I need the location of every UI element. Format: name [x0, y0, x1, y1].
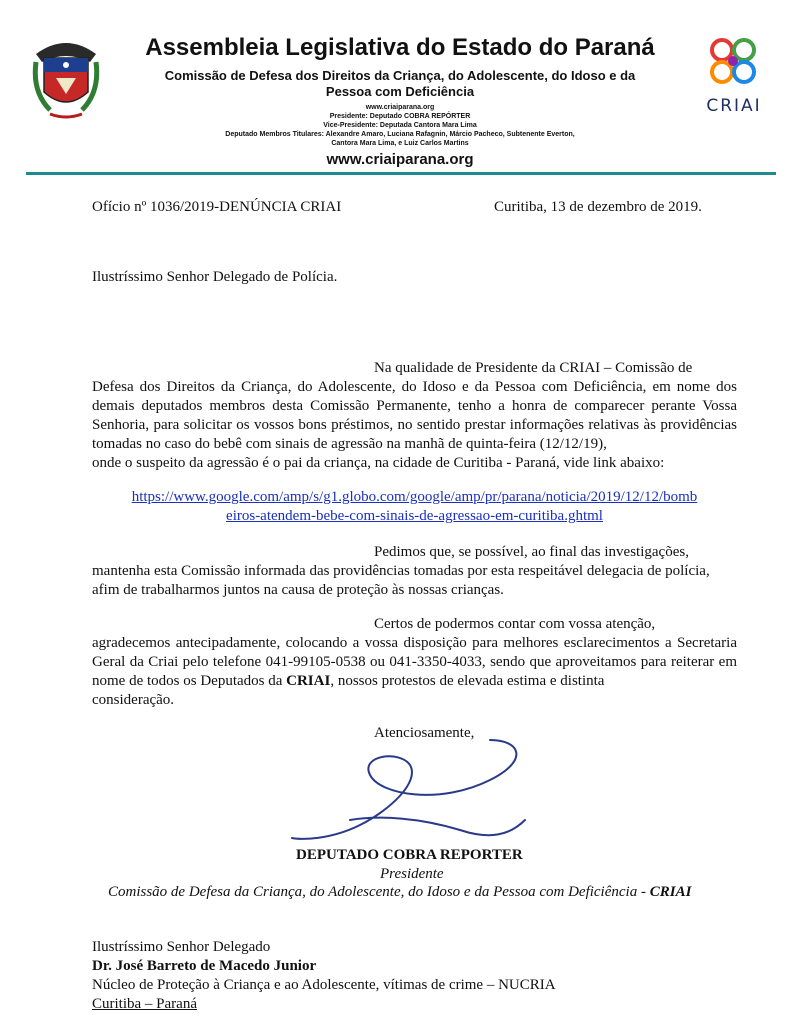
addressee-unit: Núcleo de Proteção à Criança e ao Adolescente, vítimas de crime – NUCRIA	[92, 977, 556, 993]
paragraph-1-first-line: Na qualidade de Presidente da CRIAI – Comissão de	[374, 360, 693, 376]
paragraph-2-first-line: Pedimos que, se possível, ao final das investigações,	[374, 544, 689, 560]
signer-name: DEPUTADO COBRA REPORTER	[296, 847, 523, 863]
commission-line-1: Comissão de Defesa dos Direitos da Criança, do Adolescente, do Idoso e da	[164, 68, 636, 83]
news-link-line-1[interactable]: https://www.google.com/amp/s/g1.globo.com/google/amp/pr/parana/noticia/2019/12/12/bomb	[131, 489, 698, 505]
commission-signature	[108, 883, 691, 902]
salutation: Ilustríssimo Senhor Delegado de Polícia.	[92, 269, 338, 285]
paragraph-1-body: Defesa dos Direitos da Criança, do Adolescente, do Idoso e da Pessoa com Deficiência, em nome dos demais deputados membros desta Comissão Permanente, tenho a honra de comparecer perante Vossa Senhoria, para solicitar os vossos bons préstimos, no sentido prestar informações relativas às providências tomadas no caso do bebê com sinais de agressão na manhã de quinta-feira (12/12/19),	[92, 379, 737, 452]
paragraph-3-criai: CRIAI	[286, 673, 331, 689]
paragraph-3-last-line: consideração.	[92, 692, 175, 708]
header-members-1: Deputado Membros Titulares: Alexandre Amaro, Luciana Rafagnin, Márcio Pacheco, Subtenente Everton,	[225, 131, 575, 138]
paragraph-3-first-line: Certos de podermos contar com vossa atenção,	[374, 616, 656, 632]
header-site-large: www.criaiparana.org	[326, 151, 474, 168]
paragraph-3-text: agradecemos antecipadamente, colocando a vossa disposição para melhores esclarecimentos a Secretaria Geral da Criai pelo telefone 041-99105-0538 ou 041-3350-4033, sendo que aproveitamos para reiterar em nome de todos os Deputados da	[92, 635, 737, 689]
closing: Atenciosamente,	[374, 725, 475, 741]
place-date: Curitiba, 13 de dezembro de 2019.	[494, 199, 702, 215]
commission-signature-criai: CRIAI	[649, 884, 692, 900]
paragraph-2-last-line: afim de trabalharmos juntos na causa de proteção às nossas crianças.	[92, 582, 504, 598]
criai-logo-icon	[694, 32, 774, 92]
commission-line-2: Pessoa com Deficiência	[325, 84, 475, 99]
paragraph-2-body: mantenha esta Comissão informada das providências tomadas por esta respeitável delegacia de polícia,	[92, 563, 710, 579]
header-members-2: Cantora Mara Lima, e Luiz Carlos Martins	[331, 140, 469, 147]
addressee-city: Curitiba – Paraná	[92, 996, 197, 1012]
news-link-line-2[interactable]: eiros-atendem-bebe-com-sinais-de-agressao-em-curitiba.ghtml	[226, 508, 603, 524]
addressee-title: Ilustríssimo Senhor Delegado	[92, 939, 271, 955]
criai-logo-text: CRIAI	[706, 96, 762, 116]
addressee-name: Dr. José Barreto de Macedo Junior	[92, 958, 317, 974]
parana-coat-of-arms-icon	[30, 32, 102, 120]
paragraph-1-last-line: onde o suspeito da agressão é o pai da criança, na cidade de Curitiba - Paraná, vide link abaixo:	[92, 455, 665, 471]
signer-role: Presidente	[380, 866, 444, 882]
paragraph-3-body	[92, 634, 737, 691]
news-link[interactable]	[92, 488, 737, 526]
header-president: Presidente: Deputado COBRA REPÓRTER	[329, 113, 471, 120]
office-reference: Ofício nº 1036/2019-DENÚNCIA CRIAI	[92, 199, 342, 215]
header-site-small: www.criaiparana.org	[365, 104, 435, 111]
assembly-title: Assembleia Legislativa do Estado do Paraná	[145, 34, 655, 61]
commission-name	[130, 68, 670, 100]
header-vice-president: Vice-Presidente: Deputada Cantora Mara Lima	[323, 122, 477, 129]
header-divider	[26, 172, 776, 175]
paragraph-3-after: , nossos protestos de elevada estima e distinta	[330, 673, 605, 689]
commission-signature-text: Comissão de Defesa da Criança, do Adolescente, do Idoso e da Pessoa com Deficiência -	[108, 884, 650, 900]
